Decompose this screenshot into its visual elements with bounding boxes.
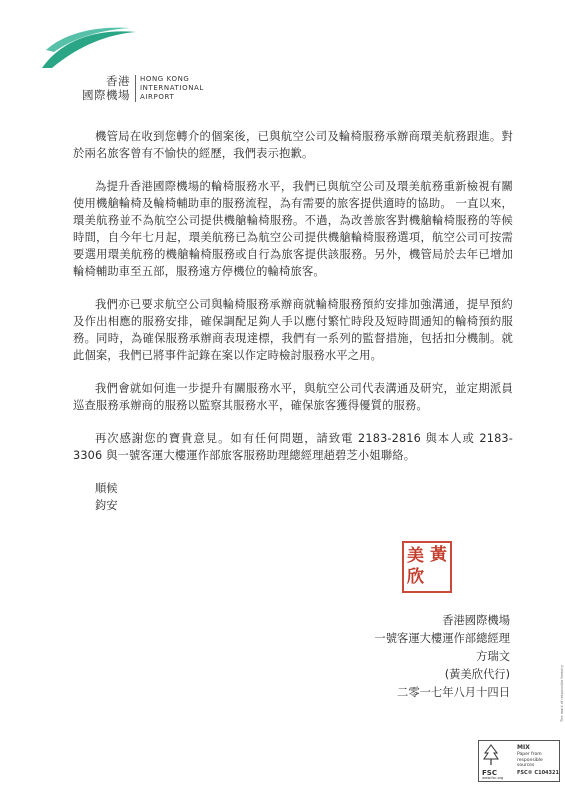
signature-date: 二零一七年八月十四日 — [397, 686, 510, 699]
fsc-side-text: The mark of responsible forestry — [560, 664, 564, 722]
fsc-word: FSC — [482, 769, 497, 777]
seal-char-3: 欣 — [407, 567, 424, 587]
logo-en-line1: HONG KONG — [140, 75, 190, 83]
paragraph-2: 為提升香港國際機場的輪椅服務水平，我們已與航空公司及環美航務重新檢視有關使用機艙輪椅及輪椅輔助車的服務流程，為有需要的旅客提供適時的協助。 一直以來，環美航務並不為航空公司提供機艙輪椅服務。不過，為改善旅客對機艙輪椅服務的等候時間，自今年七月起，環美航務已為航空公司提供機艙輪椅服務選項，航空公司可按需要選用環美航務的機艙輪椅服務或自行為旅客提供該服務。另外，機管局於去年已增加輪椅輔助車至五部，服務遠方停機位的輪椅旅客。 — [73, 180, 513, 278]
fsc-tree-icon — [482, 744, 500, 766]
logo-divider — [135, 75, 136, 102]
logo-en-line3: AIRPORT — [140, 93, 175, 101]
fsc-paper-text: Paper from responsible sources — [517, 752, 543, 768]
signature-name: 方瑞文 — [476, 650, 510, 663]
seal-char-1: 黃 — [430, 545, 447, 565]
signature-proxy: (黃美欣代行) — [444, 668, 510, 681]
signature-org: 香港國際機場 — [442, 614, 510, 627]
fsc-certification-label — [478, 740, 560, 782]
closing-line2: 鈞安 — [95, 499, 118, 512]
signature-block — [300, 612, 510, 702]
paragraph-5: 再次感謝您的寶貴意見。如有任何問題，請致電 2183-2816 與本人或 2183-3306 與一號客運大樓運作部旅客服務助理總經理趙碧芝小姐聯絡。 — [73, 432, 513, 462]
signature-title: 一號客運大樓運作部總經理 — [374, 632, 510, 645]
paragraph-1: 機管局在收到您轉介的個案後，已與航空公司及輪椅服務承辦商環美航務跟進。對於兩名旅客曾有不愉快的經歷，我們表示抱歉。 — [73, 130, 513, 160]
fsc-license-code: FSC® C104321 — [517, 770, 559, 776]
closing-line1: 順候 — [95, 482, 118, 495]
logo-chinese-name — [82, 74, 130, 102]
hkia-swoosh-icon — [38, 22, 138, 72]
logo-cn-line2: 國際機場 — [82, 88, 130, 102]
red-seal-stamp — [402, 541, 452, 593]
letter-body — [73, 128, 513, 514]
paragraph-3: 我們亦已要求航空公司與輪椅服務承辦商就輪椅服務預約安排加強溝通，提早預約及作出相應的服務安排，確保調配足夠人手以應付繁忙時段及短時間通知的輪椅預約服務。同時，為確保服務承辦商表現達標，我們有一系列的監督措施，包括扣分機制。就此個案，我們已將事件記錄在案以作定時檢討服務水平之用。 — [73, 298, 513, 362]
paragraph-4: 我們會就如何進一步提升有關服務水平，與航空公司代表溝通及研究，並定期派員巡查服務承辦商的服務以監察其服務水平，確保旅客獲得優質的服務。 — [73, 382, 513, 412]
hkia-logo — [38, 22, 204, 104]
fsc-mix-label: MIX — [517, 744, 530, 751]
logo-en-line2: INTERNATIONAL — [140, 84, 204, 92]
seal-char-2: 美 — [407, 546, 424, 566]
fsc-org-url: www.fsc.org — [482, 776, 504, 780]
logo-english-name — [140, 75, 204, 102]
logo-cn-line1: 香港 — [106, 74, 130, 88]
